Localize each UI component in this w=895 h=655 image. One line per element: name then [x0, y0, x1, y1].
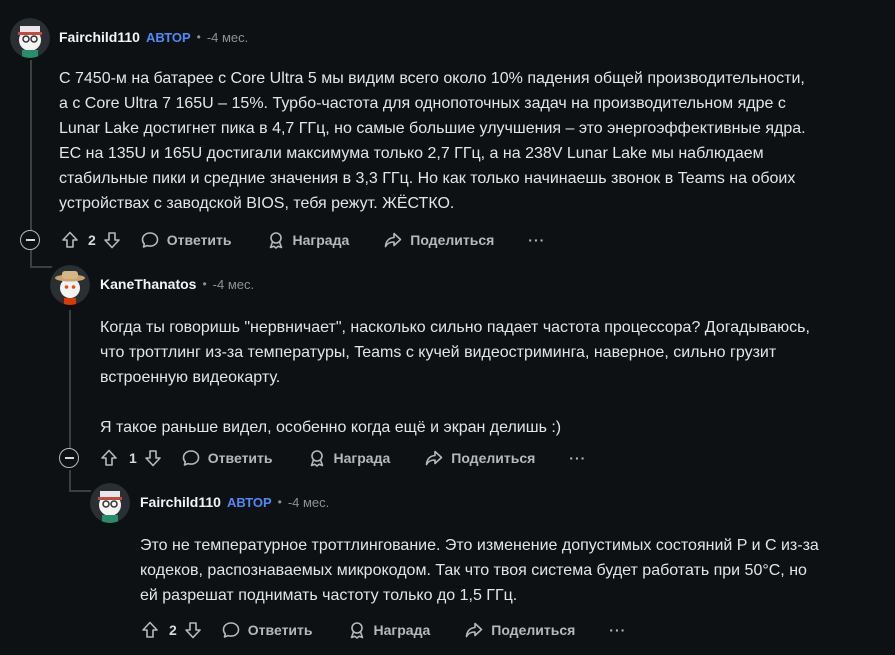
- vote-score: 2: [169, 622, 177, 638]
- comment-actions: [140, 617, 626, 643]
- share-icon: [424, 448, 444, 468]
- reply-label: Ответить: [247, 622, 313, 638]
- separator-dot: •: [202, 277, 207, 291]
- comment-body: Когда ты говоришь "нервничает", насколько сильно падает частота процессора? Догадываюсь, что троттлинг из-за температуры, Teams с кучей видеостриминга, наверное, сильно грузит встроенную видеокарту. Я такое раньше видел, особенно когда ещё и экран делишь :): [100, 319, 810, 436]
- award-label: Награда: [333, 450, 391, 466]
- comment-author[interactable]: KaneThanatos: [100, 276, 197, 292]
- award-icon: [266, 230, 286, 250]
- downvote-button[interactable]: [143, 448, 163, 468]
- avatar[interactable]: [50, 265, 90, 305]
- share-button[interactable]: [383, 230, 494, 250]
- reply-label: Ответить: [166, 232, 232, 248]
- comment-author[interactable]: Fairchild110: [140, 494, 221, 510]
- share-label: Поделиться: [410, 232, 495, 248]
- upvote-icon: [99, 448, 119, 468]
- award-label: Награда: [373, 622, 431, 638]
- reply-button[interactable]: [140, 230, 232, 250]
- share-icon: [383, 230, 403, 250]
- downvote-button[interactable]: [183, 620, 203, 640]
- award-button[interactable]: [307, 448, 391, 468]
- award-button[interactable]: [266, 230, 350, 250]
- comment-bubble-icon: [140, 230, 160, 250]
- award-icon: [307, 448, 327, 468]
- thread-line[interactable]: [30, 60, 32, 230]
- more-options-button[interactable]: ···: [528, 232, 546, 248]
- comment-author[interactable]: Fairchild110: [59, 29, 140, 45]
- award-label: Награда: [292, 232, 350, 248]
- thread-connector[interactable]: [30, 266, 52, 268]
- share-label: Поделиться: [491, 622, 576, 638]
- collapse-thread-button[interactable]: [20, 230, 40, 250]
- avatar[interactable]: [10, 18, 50, 58]
- downvote-icon: [183, 620, 203, 640]
- comment-bubble-icon: [181, 448, 201, 468]
- op-badge: АВТОР: [145, 29, 191, 45]
- upvote-icon: [140, 620, 160, 640]
- vote-score: 1: [129, 450, 137, 466]
- comment-actions: [60, 227, 545, 253]
- reply-button[interactable]: [221, 620, 313, 640]
- share-button[interactable]: [464, 620, 575, 640]
- share-label: Поделиться: [451, 450, 536, 466]
- downvote-icon: [143, 448, 163, 468]
- upvote-icon: [60, 230, 80, 250]
- comment-timestamp[interactable]: -4 мес.: [212, 276, 255, 292]
- thread-connector[interactable]: [69, 490, 91, 492]
- upvote-button[interactable]: [140, 620, 160, 640]
- upvote-button[interactable]: [99, 448, 119, 468]
- comment-bubble-icon: [221, 620, 241, 640]
- reply-label: Ответить: [207, 450, 273, 466]
- comment-actions: [99, 445, 586, 471]
- comment-body: С 7450-м на батарее с Core Ultra 5 мы видим всего около 10% падения общей производительности, а с Core Ultra 7 165U – 15%. Турбо-частота для однопоточных задач на производительном ядре с Lunar Lake достигнет пика в 4,7 ГГц, но самые большие улучшения – это энергоэффективные ядра. ЕС на 135U и 165U достигали максимума только 2,7 ГГц, а на 238V Lunar Lake мы наблюдаем стабильные пики и средние значения в 3,3 ГГц. Но как только начинаешь звонок в Teams на обоих устройствах с заводской BIOS, тебя режут. ЖЁСТКО.: [59, 70, 806, 212]
- reply-button[interactable]: [181, 448, 273, 468]
- separator-dot: •: [196, 30, 201, 44]
- downvote-icon: [102, 230, 122, 250]
- award-button[interactable]: [347, 620, 431, 640]
- more-options-button[interactable]: ···: [569, 450, 587, 466]
- thread-line[interactable]: [69, 310, 71, 448]
- share-icon: [464, 620, 484, 640]
- comment-timestamp[interactable]: -4 мес.: [287, 494, 330, 510]
- op-badge: АВТОР: [226, 494, 272, 510]
- avatar[interactable]: [90, 483, 130, 523]
- more-options-button[interactable]: ···: [609, 622, 627, 638]
- vote-score: 2: [88, 232, 96, 248]
- share-button[interactable]: [424, 448, 535, 468]
- thread-line[interactable]: [69, 470, 71, 492]
- upvote-button[interactable]: [60, 230, 80, 250]
- comment-timestamp[interactable]: -4 мес.: [206, 29, 249, 45]
- downvote-button[interactable]: [102, 230, 122, 250]
- collapse-thread-button[interactable]: [59, 448, 79, 468]
- comment-body: Это не температурное троттлингование. Это изменение допустимых состояний P и C из-за кодеков, распознаваемых микрокодом. Так что твоя система будет работать при 50°C, но ей разрешат поднимать частоту только до 1,5 ГГц.: [140, 537, 819, 604]
- separator-dot: •: [277, 495, 282, 509]
- award-icon: [347, 620, 367, 640]
